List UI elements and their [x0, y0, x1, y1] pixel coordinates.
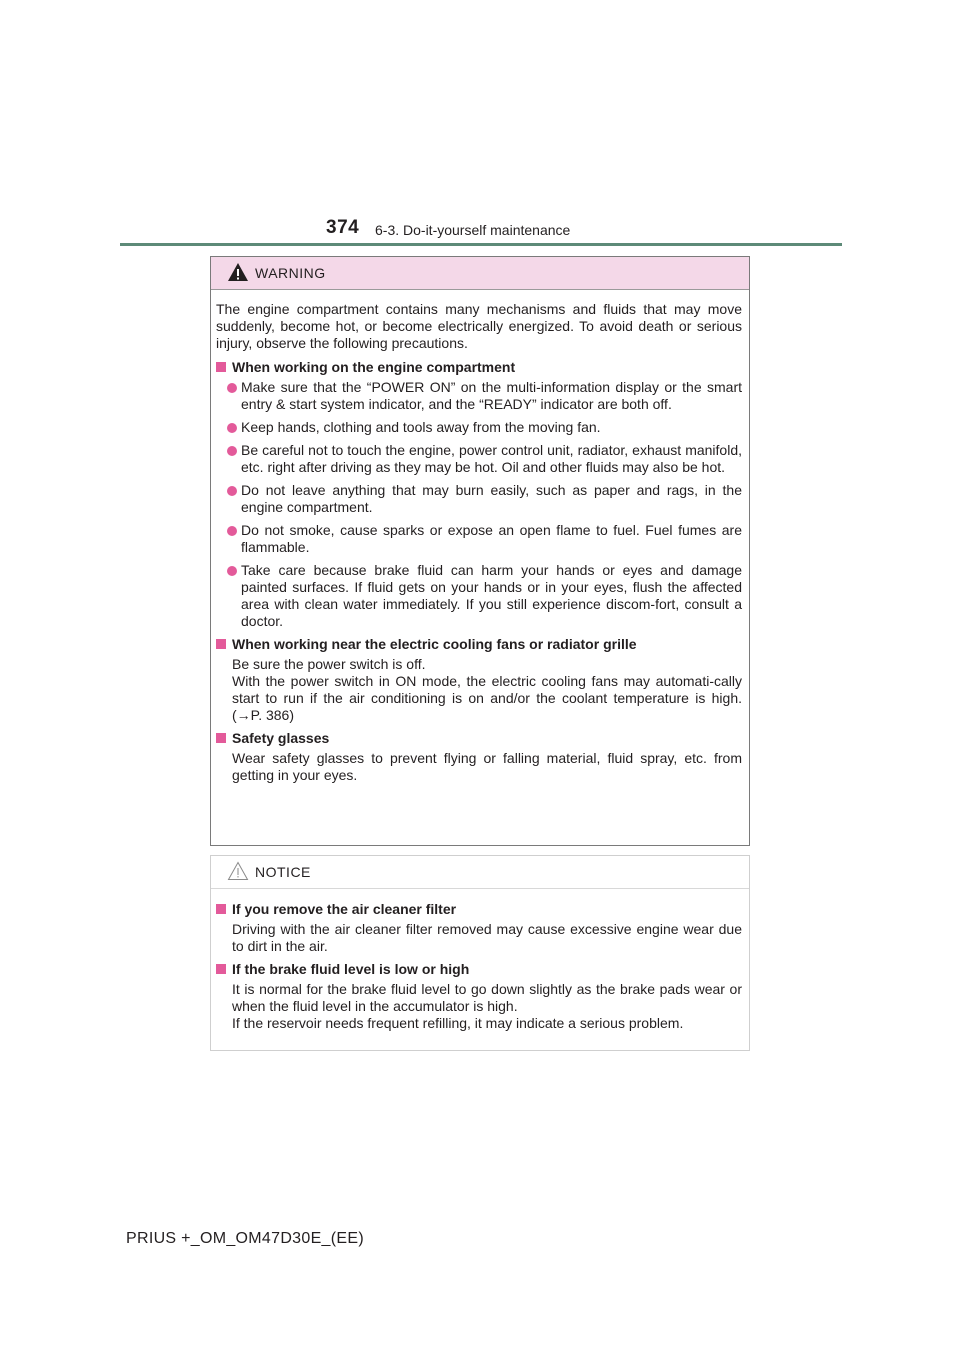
bullet-icon [227, 446, 237, 456]
warning-triangle-icon [227, 262, 249, 282]
list-item [227, 522, 742, 556]
section-title-air-cleaner: If you remove the air cleaner filter [232, 901, 457, 917]
item-text: Keep hands, clothing and tools away from the moving fan. [241, 419, 601, 435]
section-marker-icon [216, 964, 226, 974]
section-heading [216, 730, 742, 747]
section-marker-icon [216, 733, 226, 743]
section-heading [216, 901, 742, 918]
section-marker-icon [216, 362, 226, 372]
list-item [227, 379, 742, 413]
section-title-brake-fluid: If the brake fluid level is low or high [232, 961, 470, 977]
page-header [0, 0, 960, 250]
paragraph: If the reservoir needs frequent refilling, it may indicate a serious problem. [232, 1015, 684, 1031]
bullet-icon [227, 566, 237, 576]
section-marker-icon [216, 639, 226, 649]
paragraph: Wear safety glasses to prevent flying or falling material, fluid spray, etc. from getting in your eyes. [232, 750, 742, 783]
paragraph: It is normal for the brake fluid level to go down slightly as the brake pads wear or when the fluid level in the accumulator is high. [232, 981, 742, 1014]
warning-header [211, 257, 749, 290]
bullet-icon [227, 383, 237, 393]
notice-header [211, 856, 749, 889]
section-title-safety-glasses: Safety glasses [232, 730, 330, 746]
list-item [227, 482, 742, 516]
section-heading [216, 359, 742, 376]
paragraph: Driving with the air cleaner filter removed may cause excessive engine wear due to dirt in the air. [232, 921, 742, 954]
item-text: Do not smoke, cause sparks or expose an open flame to fuel. Fuel fumes are flammable. [241, 522, 742, 555]
notice-label: NOTICE [255, 864, 311, 880]
section-title: 6-3. Do-it-yourself maintenance [375, 222, 571, 238]
page-number: 374 [326, 217, 360, 238]
warning-box [210, 256, 750, 846]
section-heading [216, 961, 742, 978]
bullet-icon [227, 486, 237, 496]
bullet-icon [227, 423, 237, 433]
notice-body [211, 889, 749, 1032]
item-text: Take care because brake fluid can harm your hands or eyes and damage painted surfaces. If fluid gets on your hands or in your eyes, flush the affected area with clean water immediately. If you still experience discom-fort, consult a doctor. [241, 562, 742, 629]
warning-body [211, 290, 749, 784]
section-title-engine-compartment: When working on the engine compartment [232, 359, 516, 375]
notice-triangle-icon [227, 861, 249, 881]
list-item [227, 419, 742, 436]
warning-label: WARNING [255, 265, 326, 281]
notice-box [210, 855, 750, 1051]
header-rule [120, 243, 842, 246]
item-text: Do not leave anything that may burn easily, such as paper and rags, in the engine compartment. [241, 482, 742, 515]
section-title-cooling-fans: When working near the electric cooling fans or radiator grille [232, 636, 637, 652]
list-item [227, 442, 742, 476]
paragraph: Be sure the power switch is off. [232, 656, 426, 672]
warning-intro: The engine compartment contains many mechanisms and fluids that may move suddenly, become hot, or become electrically energized. To avoid death or serious injury, observe the following precautions. [216, 301, 742, 351]
list-item [227, 562, 742, 630]
item-text: Be careful not to touch the engine, power control unit, radiator, exhaust manifold, etc. right after driving as they may be hot. Oil and other fluids may also be hot. [241, 442, 742, 475]
bullet-icon [227, 526, 237, 536]
section-marker-icon [216, 904, 226, 914]
item-text: Make sure that the “POWER ON” on the multi-information display or the smart entry & start system indicator, and the “READY” indicator are both off. [241, 379, 742, 412]
section-heading [216, 636, 742, 653]
paragraph: With the power switch in ON mode, the electric cooling fans may automati-cally start to run if the air conditioning is on and/or the coolant temperature is high. (→P. 386) [232, 673, 742, 723]
document-code: PRIUS +_OM_OM47D30E_(EE) [126, 1230, 364, 1247]
